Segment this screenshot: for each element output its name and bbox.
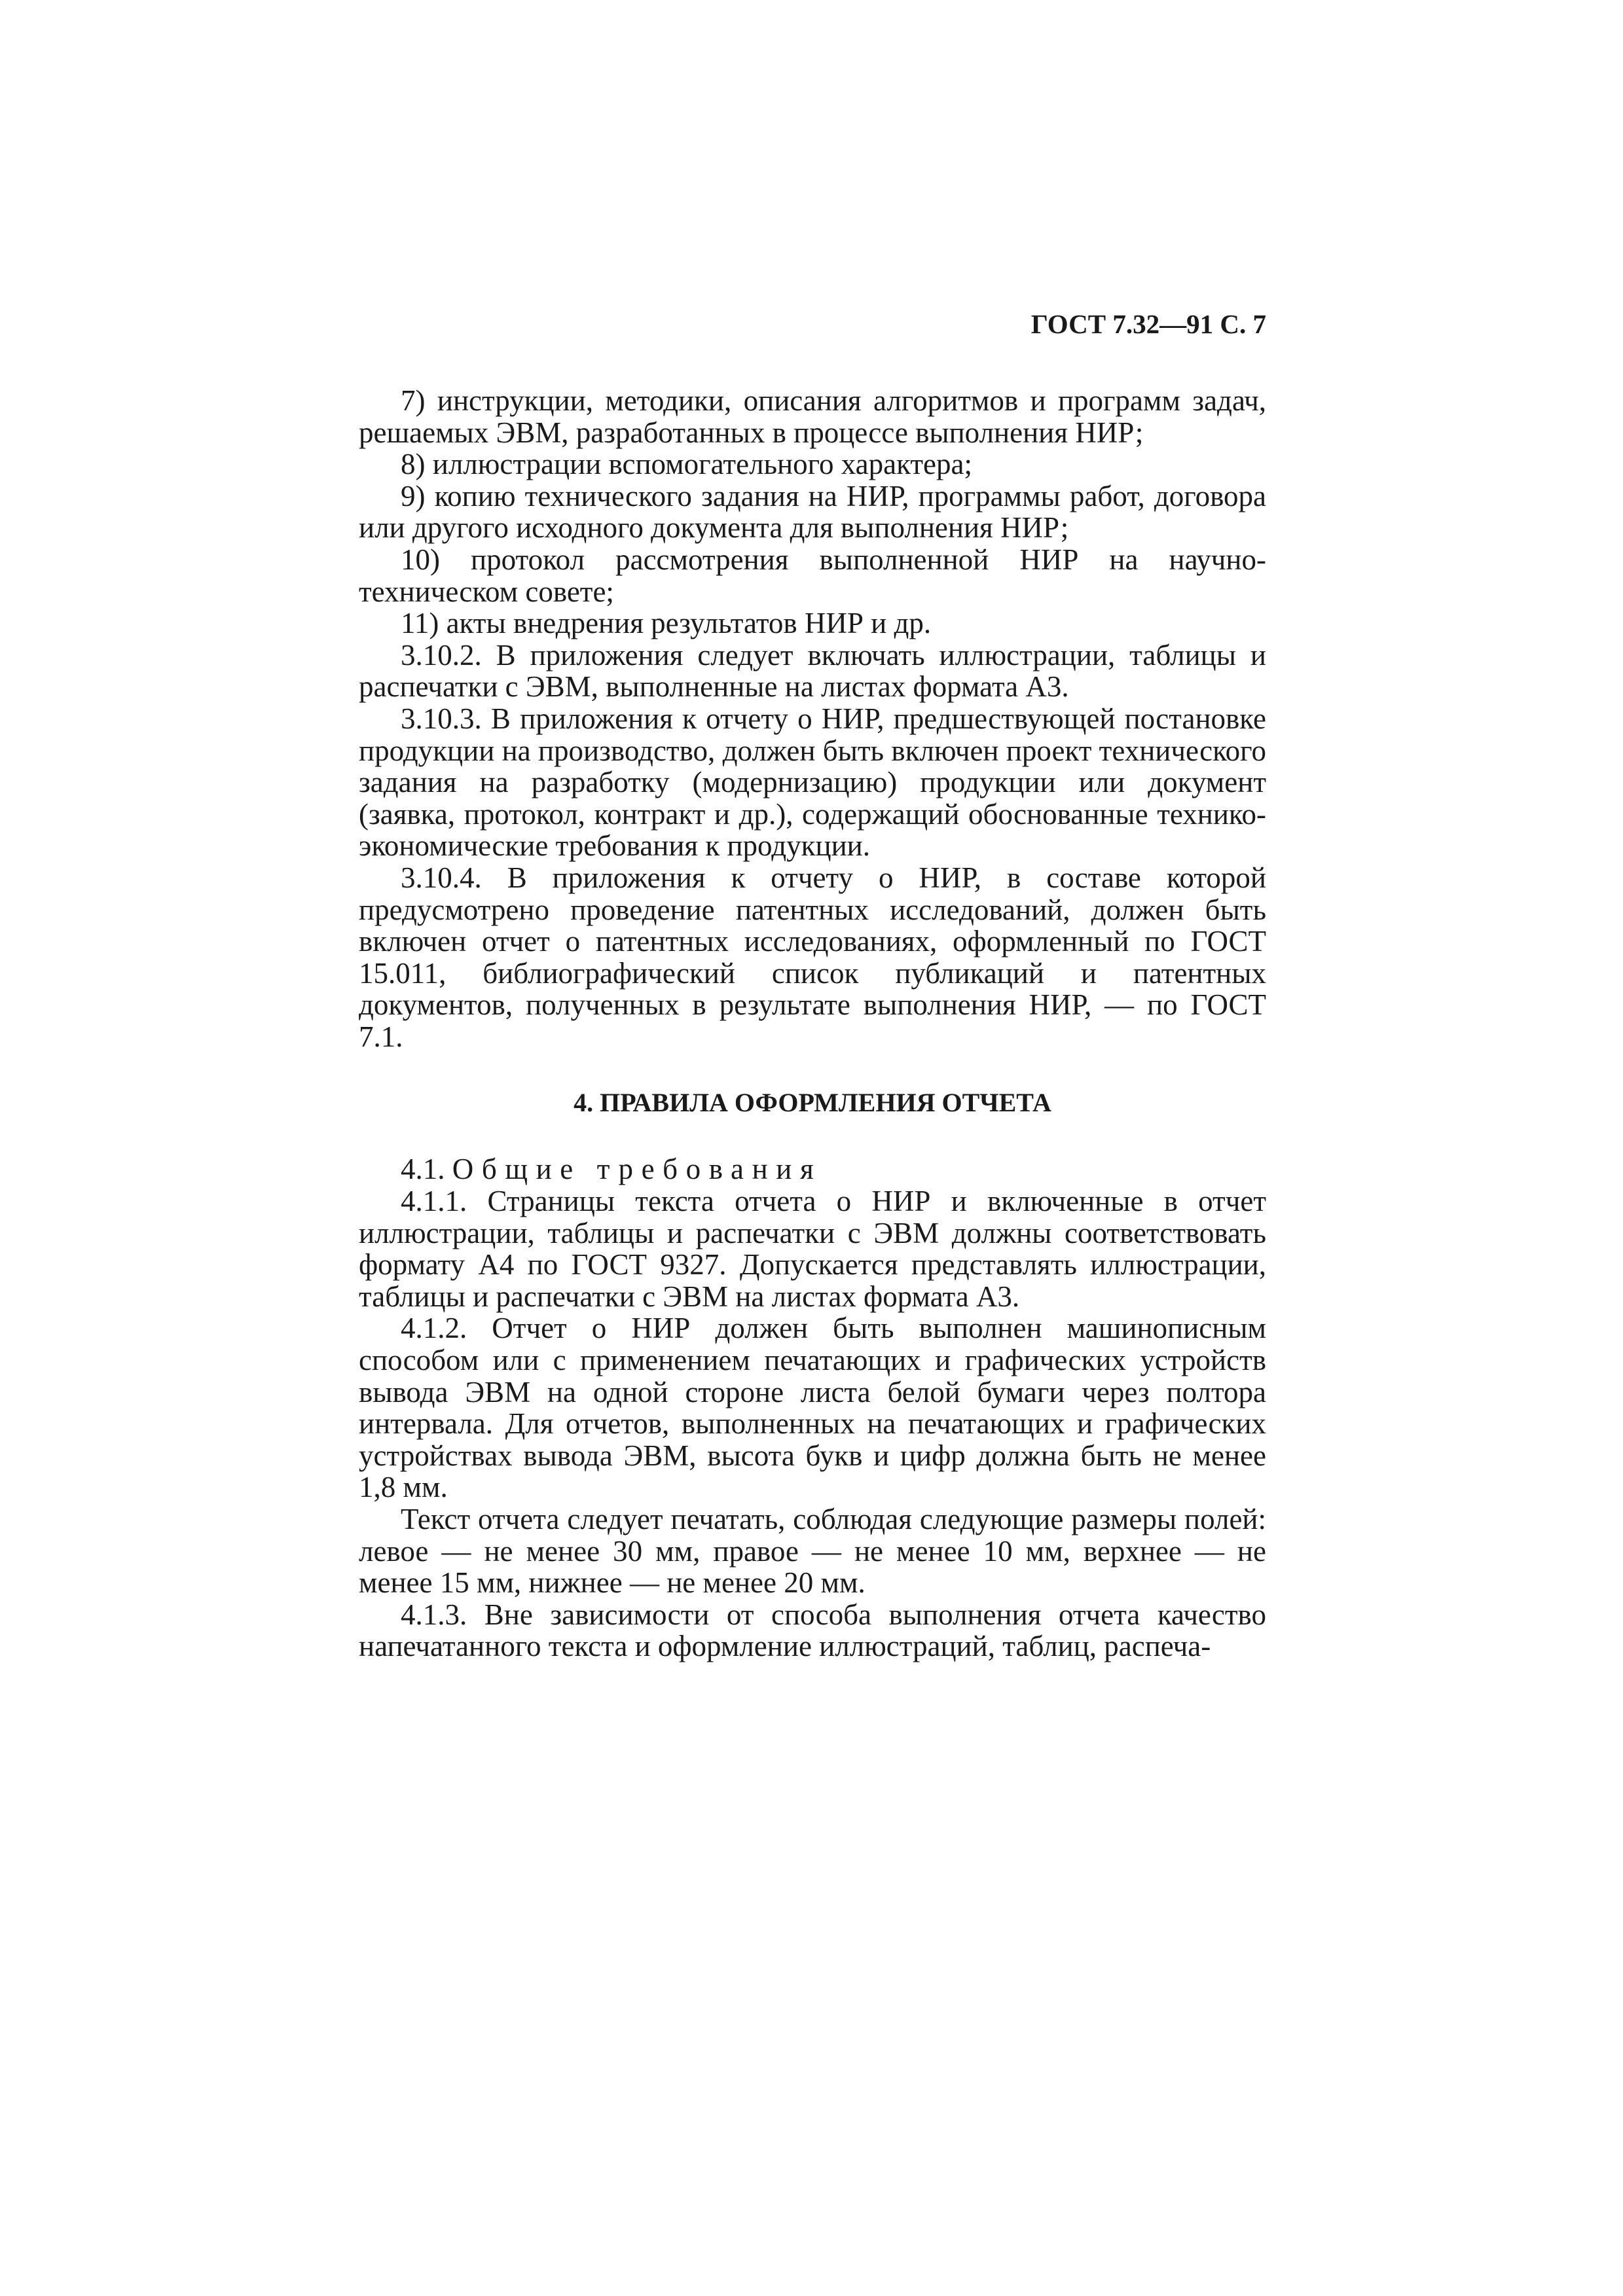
clause-4-1-2: 4.1.2. Отчет о НИР должен быть выполнен машинописным способом или с применением печатающих и графических устройств вывода ЭВМ на одной стороне листа белой бумаги через полтора интервала. Для отчетов, выполненных на печатающих и графических устройствах вывода ЭВМ, высота букв и цифр должна быть не менее 1,8 мм. <box>359 1312 1266 1504</box>
clause-4-1-1: 4.1.1. Страницы текста отчета о НИР и включенные в отчет иллюстрации, таблицы и распечатки с ЭВМ должны соответствовать формату А4 по ГОСТ 9327. Допускается представлять иллюстрации, таблицы и распечатки с ЭВМ на листах формата А3. <box>359 1185 1266 1313</box>
clause-3-10-2: 3.10.2. В приложения следует включать иллюстрации, таблицы и распечатки с ЭВМ, выполненные на листах формата А3. <box>359 638 1266 704</box>
list-item-7: 7) инструкции, методики, описания алгоритмов и программ задач, решаемых ЭВМ, разработанных в процессе выполнения НИР; <box>359 384 1266 449</box>
document-page <box>359 308 1266 1662</box>
clause-3-10-4: 3.10.4. В приложения к отчету о НИР, в составе которой предусмотрено проведение патентных исследований, должен быть включен отчет о патентных исследованиях, оформленный по ГОСТ 15.011, библиографический список публикаций и патентных документов, полученных в результате выполнения НИР, — по ГОСТ 7.1. <box>359 861 1266 1053</box>
section-title: 4. ПРАВИЛА ОФОРМЛЕНИЯ ОТЧЕТА <box>574 1088 1051 1118</box>
list-item-10: 10) протокол рассмотрения выполненной НИР на научно-техническом совете; <box>359 543 1266 608</box>
list-item-9: 9) копию технического задания на НИР, программы работ, договора или другого исходного документа для выполнения НИР; <box>359 479 1266 545</box>
list-item-11: 11) акты внедрения результатов НИР и др. <box>401 607 932 640</box>
margins-paragraph: Текст отчета следует печатать, соблюдая следующие размеры полей: левое — не менее 30 мм, правое — не менее 10 мм, верхнее — не менее 15 мм, нижнее — не менее 20 мм. <box>359 1503 1266 1600</box>
clause-3-10-3: 3.10.3. В приложения к отчету о НИР, предшествующей постановке продукции на производство, должен быть включен проект технического задания на разработку (модернизацию) продукции или документ (заявка, протокол, контракт и др.), содержащий обоснованные технико-экономические требования к продукции. <box>359 702 1266 863</box>
subsection-number: 4.1. <box>401 1153 445 1186</box>
page-header: ГОСТ 7.32—91 С. 7 <box>1030 309 1266 339</box>
subsection-heading <box>359 1153 1266 1185</box>
clause-4-1-3: 4.1.3. Вне зависимости от способа выполнения отчета качество напечатанного текста и оформление иллюстраций, таблиц, распеча- <box>359 1598 1266 1663</box>
list-item-8: 8) иллюстрации вспомогательного характера; <box>401 448 972 481</box>
subsection-title: Общие требования <box>452 1153 822 1186</box>
